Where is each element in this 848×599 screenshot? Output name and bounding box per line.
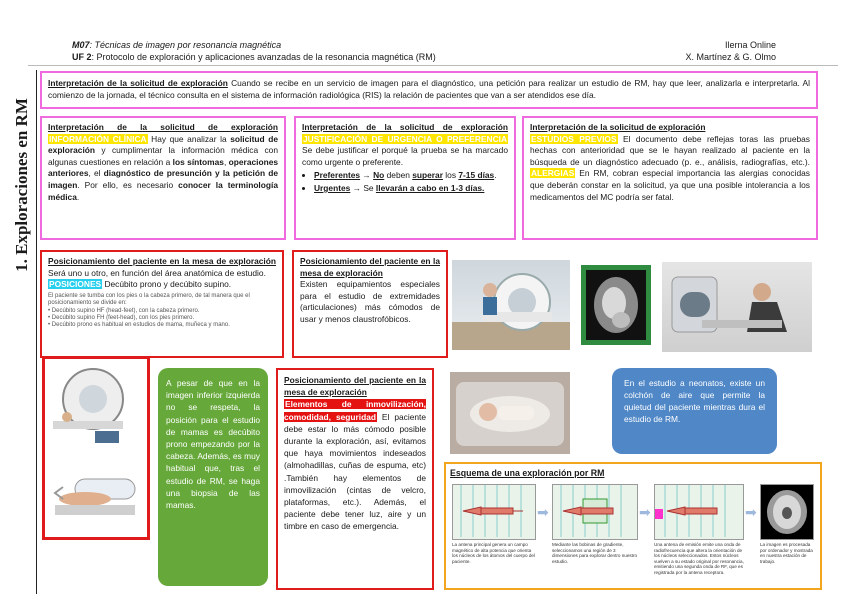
scheme-step-3 [654,484,744,540]
scheme-caption-4: La imagen es procesada por ordenador y mostrada en nuestra estación de trabajo. [760,542,813,564]
clinica-t1: Hay que analizar la [147,133,231,144]
scheme-caption-2: Mediante las bobinas de gradiente, seleccionamos una región de 3 dimensiones para explorar dentro nuestro estudio. [552,542,638,564]
clinica-t6: . [76,191,80,202]
header-unit [72,51,632,63]
no-label: No [373,170,385,181]
breast-mri-images-frame [42,356,150,540]
posiciones-small-1: El paciente se tumba con los pies o la cabeza primero, de tal manera que el posicionamiento se divide en: [48,292,250,307]
mri-extremity-scanner-image [452,260,570,350]
posiciones-text: Será uno u otro, en función del área anatómica de estudio. [48,267,266,278]
arrow-right-icon: ➡ [537,504,549,520]
intro-text: Cuando se recibe en un servicio de imagen para el diagnóstico, una petición para realizar un estudio de RM, hay que leer, analizarla e interpretarla. Al comienzo de la jornada, el técnico consulta en el sistema de información radiológica (RIS) la relación de pacientes que van a ser atendidos ese día. [48,78,810,100]
clinica-heading: Interpretación de la solicitud de exploración [48,122,278,132]
mri-open-scanner-image [662,262,812,352]
publisher: Ilerna Online [724,40,776,50]
clinica-t5: . Por ello, es necesario [77,179,179,190]
equip-heading: Posicionamiento del paciente en la mesa de exploración [300,256,440,278]
box-equipamientos [292,250,448,358]
scheme-step-1 [452,484,536,540]
box-inmovilizacion [276,368,434,590]
box-posiciones [40,250,284,358]
equip-text: Existen equipamientos especiales para el estudio de extremidades (articulaciones) más cómodos de usar y menos claustrofóbicos. [300,279,440,324]
superar-label: superar [412,170,443,181]
breast-mri-illustration [45,359,147,537]
urgencia-tag: JUSTIFICACIÓN DE URGENCIA O PREFERENCIA [303,133,507,144]
posiciones-tag: POSICIONES [49,279,102,290]
urgencia-heading: Interpretación de la solicitud de exploración [302,122,508,132]
neonate-note: En el estudio a neonatos, existe un colchón de aire que permite la quietud del paciente mientras dura el estudio de RM. [612,368,777,454]
urgentes-label: Urgentes [314,182,351,193]
box-informacion-clinica [40,116,286,240]
unit-title: : Protocolo de exploración y aplicaciones avanzadas de la resonancia magnética (RM) [91,52,436,62]
posiciones-heading: Posicionamiento del paciente en la mesa de exploración [48,256,276,266]
clinica-b3: operaciones anteriores [48,156,279,179]
scheme-caption-3: Una antena de emisión emite una onda de radiofrecuencia que altera la orientación de los núcleos seleccionados. Estos núcleos vuelven a su estado original por resonancia, emitiendo una segunda onda de RF, que es registrada por la antena receptora. [654,542,744,575]
header-module [72,39,632,51]
previos-text: El documento debe reflejas toras las pruebas hechas con anterioridad que se le hayan realizado al paciente en la búsqueda de un diagnóstico adecuado (p. e., análisis, radiografías, etc.). [530,133,810,167]
clinica-b5: conocer la terminología médica [48,179,278,202]
list-item [314,183,508,195]
previos-tag: ESTUDIOS PREVIOS [531,133,617,144]
box-estudios-previos [522,116,818,240]
mri-ankle-scan-image [581,265,651,345]
clinica-b2: los síntomas [172,156,224,167]
dias-label: 7-15 días [458,170,495,181]
previos-heading: Interpretación de la solicitud de exploración [530,122,706,132]
module-title: : Técnicas de imagen por resonancia magnética [89,40,282,50]
posiciones-small-3: • Decúbito supino FH (feet-head), con los pies primero. [48,315,195,321]
section-title: 1. Exploraciones en RM [12,98,31,272]
los-label: los [442,170,459,181]
arrow-right-icon: ➡ [745,504,757,520]
unit-code: UF 2 [72,52,92,62]
posiciones-small-4: • Decúbito prono es habitual en estudios de mama, muñeca y mano. [48,322,230,329]
alergias-tag: ALERGIAS [531,168,575,179]
scheme-step-4-brain-scan [760,484,814,540]
period-1: . [494,170,497,181]
urgencia-list [302,170,508,194]
inmov-heading: Posicionamiento del paciente en la mesa de exploración [284,375,426,398]
intro-heading: Interpretación de la solicitud de exploración [48,78,228,88]
clinica-b4: diagnóstico de presunción y la petición de imagen [48,168,279,190]
scheme-caption-1: La antena principal genera un campo magnético de alta potencia que orienta los núcleos de los átomos del cuerpo del paciente. [452,542,535,564]
side-rule [36,70,37,594]
scheme-title: Esquema de una exploración por RM [450,468,605,478]
inmov-tag: Elementos de inmovilización, comodidad, seguridad [284,399,426,422]
posiciones-small-2: • Decúbito supino HF (head-feet), con la cabeza primero. [48,307,200,314]
clinica-tag: INFORMACIÓN CLÍNICA [49,133,147,144]
module-code: M07 [72,40,90,50]
intro-box [40,71,818,109]
list-item [314,170,508,182]
arrow-right-icon: ➡ [639,504,651,520]
neonate-mri-image [450,372,570,454]
clinica-t4: , el [88,168,104,179]
urgencia-text: Se debe justificar el porqué la prueba se ha marcado como urgente o preferente. [302,145,508,167]
posiciones-text2: Decúbito prono y decúbito supino. [102,279,232,290]
scheme-step-2 [552,484,638,540]
clinica-t2: y cumplimentar la información médica con algunas cuestiones en relación a [48,145,278,167]
alergias-text: En RM, cobran especial importancia las alergias conocidas que deberán constar en la solicitud, ya que una posible intolerancia a los medicamentos del MC podría ser fatal. [530,168,810,202]
header-divider [28,65,838,66]
preferentes-label: Preferentes [314,170,361,181]
clinica-t3: , [223,156,229,167]
arrow-1: → [360,170,374,181]
inmov-text: El paciente debe estar lo más cómodo posible durante la exploración, así, evitamos que haya movimientos indeseados (almohadillas, cuñas de espuma, etc) .También hay elementos de inmovilización (cintas de velcro, plataformas, etc.). Además, el paciente debe tener luz, aire y un timbre en caso de emergencia. [284,411,426,532]
authors: X. Martínez & G. Olmo [685,52,776,62]
urgentes-days: llevarán a cabo en 1-3 días. [375,182,485,193]
arrow-2: → Se [350,182,376,193]
clinica-b1: solicitud de exploración [48,133,278,156]
box-urgencia [294,116,516,240]
breast-position-note: A pesar de que en la imagen inferior izquierda no se respeta, la posición para el estudio de mamas es decúbito prono empezando por la cabeza. Además, es muy habitual que, tras el estudio de RM, se haga una biopsia de las mamas. [158,368,268,586]
deben-label: deben [384,170,413,181]
